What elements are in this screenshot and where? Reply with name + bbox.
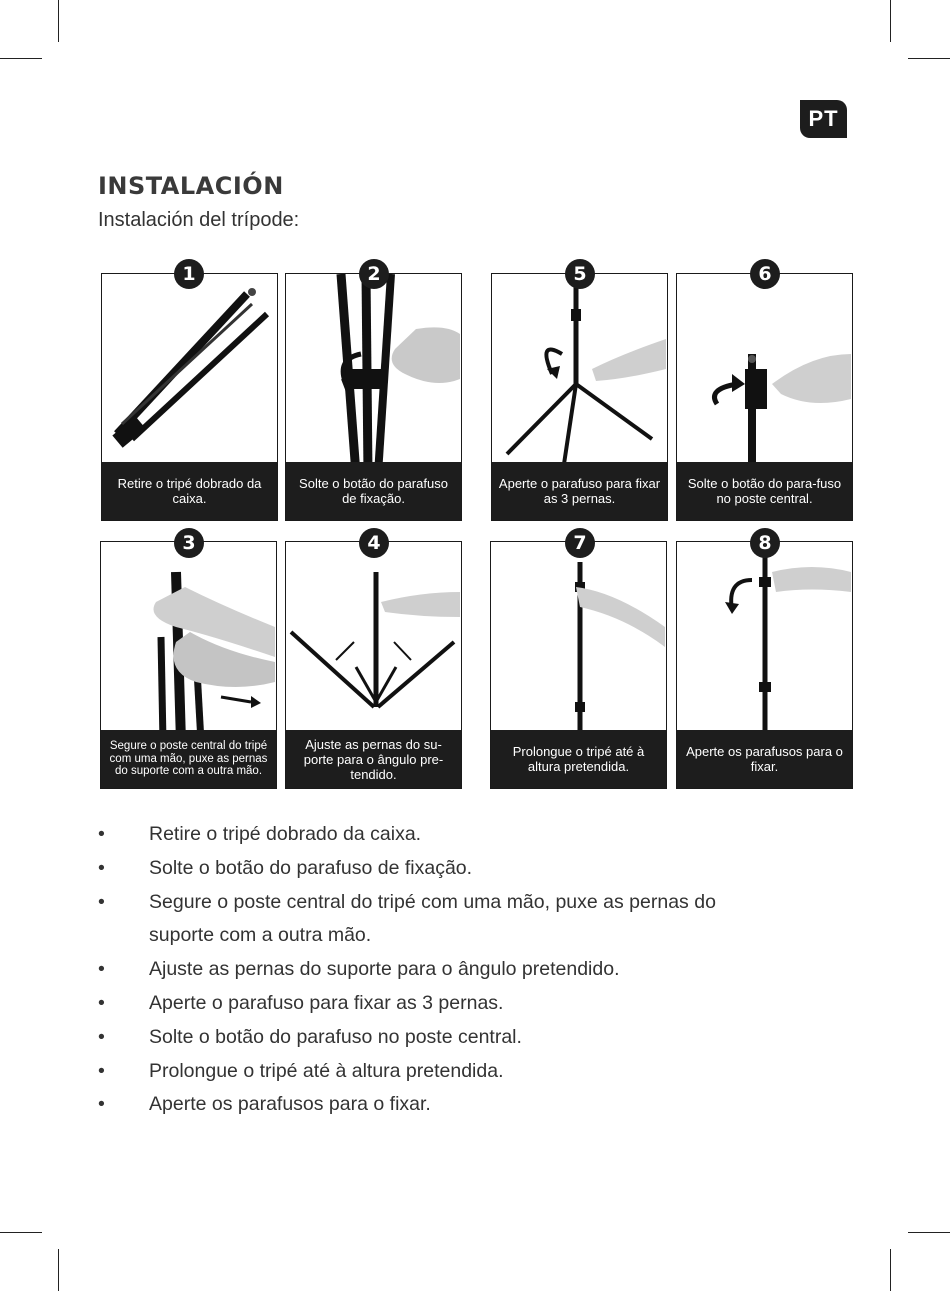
crop-mark bbox=[0, 1232, 42, 1233]
bullet: • bbox=[98, 991, 105, 1014]
list-item: • Segure o poste central do tripé com uma mão, puxe as pernas do suporte com a outra mão. bbox=[98, 886, 758, 954]
step-panel-1 bbox=[101, 273, 278, 521]
step-number-1: 1 bbox=[174, 259, 204, 289]
crop-mark bbox=[908, 1232, 950, 1233]
extend-pole-photo bbox=[491, 542, 665, 742]
bullet: • bbox=[98, 1059, 105, 1082]
step-caption: Solte o botão do parafuso de fixação. bbox=[286, 462, 461, 520]
step-caption: Solte o botão do para-fuso no poste central. bbox=[677, 462, 852, 520]
crop-mark bbox=[58, 1249, 59, 1291]
step-caption: Ajuste as pernas do su-porte para o ângulo pre-tendido. bbox=[286, 730, 461, 788]
crop-mark bbox=[908, 58, 950, 59]
crop-mark bbox=[890, 0, 891, 42]
adjust-legs-photo bbox=[286, 542, 460, 742]
tighten-screws-photo bbox=[677, 542, 851, 742]
step-panel-5 bbox=[491, 273, 668, 521]
bullet: • bbox=[98, 1025, 105, 1048]
pull-legs-photo bbox=[101, 542, 275, 742]
crop-mark bbox=[890, 1249, 891, 1291]
step-caption: Aperte os parafusos para o fixar. bbox=[677, 730, 852, 788]
step-caption: Retire o tripé dobrado da caixa. bbox=[102, 462, 277, 520]
bullet: • bbox=[98, 1093, 105, 1116]
step-caption: Prolongue o tripé até à altura pretendida. bbox=[491, 730, 666, 788]
list-item: • Retire o tripé dobrado da caixa. bbox=[98, 818, 758, 852]
step-panel-7 bbox=[490, 541, 667, 789]
list-item: • Aperte o parafuso para fixar as 3 pernas. bbox=[98, 987, 758, 1021]
step-caption: Aperte o parafuso para fixar as 3 pernas. bbox=[492, 462, 667, 520]
crop-mark bbox=[58, 0, 59, 42]
bullet: • bbox=[98, 856, 105, 879]
step-panel-6 bbox=[676, 273, 853, 521]
step-panel-4 bbox=[285, 541, 462, 789]
list-item: • Solte o botão do parafuso de fixação. bbox=[98, 852, 758, 886]
bullet: • bbox=[98, 823, 105, 845]
step-panel-3 bbox=[100, 541, 277, 789]
step-panel-8 bbox=[676, 541, 853, 789]
step-number-2: 2 bbox=[359, 259, 389, 289]
step-number-8: 8 bbox=[750, 528, 780, 558]
page-title: INSTALACIÓN bbox=[98, 172, 284, 200]
list-item: • Prolongue o tripé até à altura pretendida. bbox=[98, 1055, 758, 1089]
steps-list bbox=[98, 818, 758, 1122]
step-number-6: 6 bbox=[750, 259, 780, 289]
step-number-7: 7 bbox=[565, 528, 595, 558]
page-subtitle: Instalación del trípode: bbox=[98, 209, 300, 231]
list-item: • Aperte os parafusos para o fixar. bbox=[98, 1088, 758, 1122]
language-badge: PT bbox=[800, 100, 847, 138]
bullet: • bbox=[98, 958, 105, 981]
loosen-center-knob-photo bbox=[677, 274, 851, 474]
step-number-3: 3 bbox=[174, 528, 204, 558]
crop-mark bbox=[0, 58, 42, 59]
tighten-legs-photo bbox=[492, 274, 666, 474]
list-item: • Solte o botão do parafuso no poste central. bbox=[98, 1021, 758, 1055]
step-number-5: 5 bbox=[565, 259, 595, 289]
step-panel-2 bbox=[285, 273, 462, 521]
step-number-4: 4 bbox=[359, 528, 389, 558]
folded-tripod-photo bbox=[102, 274, 276, 474]
list-item: • Ajuste as pernas do suporte para o ângulo pretendido. bbox=[98, 953, 758, 987]
loosen-knob-photo bbox=[286, 274, 460, 474]
bullet: • bbox=[98, 890, 105, 913]
step-caption: Segure o poste central do tripé com uma mão, puxe as pernas do suporte com a outra mão. bbox=[101, 730, 276, 788]
